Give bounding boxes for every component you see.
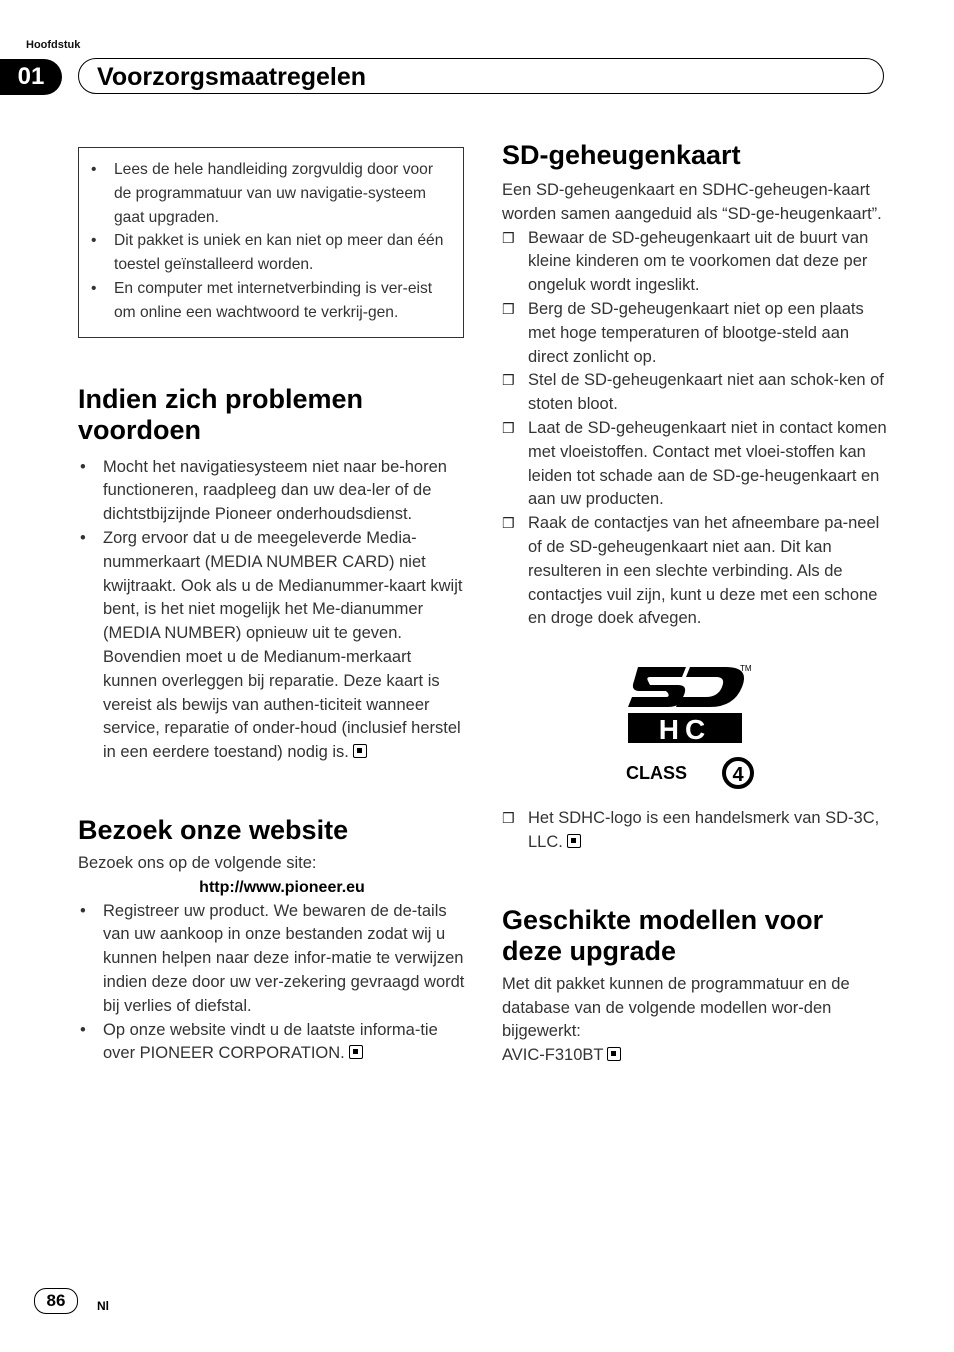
models-heading: Geschikte modellen voor deze upgrade	[502, 904, 824, 966]
note-box	[78, 147, 464, 338]
list-item	[78, 527, 466, 765]
sd-intro: Een SD-geheugenkaart en SDHC-geheugen-kaart worden samen aangeduid als “SD-ge-heugenkaart”.	[502, 181, 882, 223]
end-mark-icon	[567, 834, 581, 848]
chapter-label: Hoofdstuk	[26, 39, 81, 51]
website-heading: Bezoek onze website	[78, 814, 349, 845]
chapter-number: 01	[0, 59, 62, 95]
list-item: ❒ Bewaar de SD-geheugenkaart uit de buurt van kleine kinderen om te voorkomen dat deze per ongeluk wordt ingeslikt.	[502, 227, 890, 298]
sdhc-class4-logo	[626, 661, 766, 791]
left-column	[78, 147, 466, 1066]
list-item: ❒ Stel de SD-geheugenkaart niet aan schok-ken of stoten bloot.	[502, 369, 890, 417]
website-list	[78, 900, 466, 1067]
end-mark-icon	[353, 744, 367, 758]
list-item: • Dit pakket is uniek en kan niet op meer dan één toestel geïnstalleerd worden.	[89, 229, 451, 277]
note-list	[89, 158, 451, 325]
model-name: AVIC-F310BT	[502, 1046, 604, 1065]
list-item-text: Op onze website vindt u de laatste informa-tie over PIONEER CORPORATION.	[103, 1020, 438, 1063]
list-item	[78, 1019, 466, 1067]
class-number-text: 4	[732, 764, 744, 787]
website-intro: Bezoek ons op de volgende site:	[78, 853, 317, 872]
chapter-title: Voorzorgsmaatregelen	[78, 58, 884, 94]
list-item: • En computer met internetverbinding is ver-eist om online een wachtwoord te verkrij-gen.	[89, 277, 451, 325]
list-item: • Lees de hele handleiding zorgvuldig door voor de programmatuur van uw navigatie-systeem gaat upgraden.	[89, 158, 451, 229]
page-number: 86	[34, 1288, 78, 1314]
class-text: CLASS	[626, 763, 688, 784]
trademark-list	[502, 807, 890, 855]
problems-list	[78, 456, 466, 765]
list-item: ❒ Berg de SD-geheugenkaart niet op een plaats met hoge temperaturen of blootge-steld aan direct zonlicht op.	[502, 298, 890, 369]
website-url[interactable]: http://www.pioneer.eu	[199, 878, 365, 896]
hc-text: HC	[658, 714, 712, 746]
list-item	[502, 807, 890, 855]
sd-list	[502, 227, 890, 632]
list-item-text: Zorg ervoor dat u de meegeleverde Media-nummerkaart (MEDIA NUMBER CARD) niet kwijtraakt. Ook als u de Medianummer-kaart kwijt bent, is het niet mogelijk het Me-dianummer (MEDIA NUMBER) opnieuw uit te geven. Bovendien moet u de Medianum-merkaart kunnen overleggen bij reparatie. Deze kaart is vereist als bewijs van authen-ticiteit wanneer service, reparatie of onder-houd (inclusief herstel in een eerdere toestand) nodig is.	[103, 528, 463, 762]
language-code: Nl	[97, 1299, 109, 1313]
problems-heading: Indien zich problemen voordoen	[78, 383, 364, 445]
right-column	[502, 140, 890, 1068]
list-item: ❒ Raak de contactjes van het afneembare pa-neel of de SD-geheugenkaart niet aan. Dit kan resulteren in een slechte verbinding. Als de contactjes vuil zijn, kunt u deze met een schone en droge doek afvegen.	[502, 512, 890, 631]
model-line	[502, 1044, 890, 1068]
trademark-text: TM	[740, 664, 752, 674]
list-item: ❒ Laat de SD-geheugenkaart niet in contact komen met vloeistoffen. Contact met vloei-stoffen kan leiden tot schade aan de SD-ge-heugenkaart en aan uw producten.	[502, 417, 890, 512]
models-intro: Met dit pakket kunnen de programmatuur en de database van de volgende modellen wor-den bijgewerkt:	[502, 974, 850, 1041]
end-mark-icon	[607, 1047, 621, 1061]
sd-heading: SD-geheugenkaart	[502, 140, 741, 170]
end-mark-icon	[349, 1045, 363, 1059]
list-item: • Mocht het navigatiesysteem niet naar be-horen functioneren, raadpleeg dan uw dea-ler of de dichtstbijzijnde Pioneer onderhoudsdienst.	[78, 456, 466, 527]
list-item: • Registreer uw product. We bewaren de de-tails van uw aankoop in onze bestanden zodat wij u kunnen helpen naar deze infor-matie te verwijzen indien deze door uw ver-zekering gevraagd wordt bij verlies of diefstal.	[78, 900, 466, 1019]
list-item-text: Het SDHC-logo is een handelsmerk van SD-3C, LLC.	[528, 809, 880, 851]
